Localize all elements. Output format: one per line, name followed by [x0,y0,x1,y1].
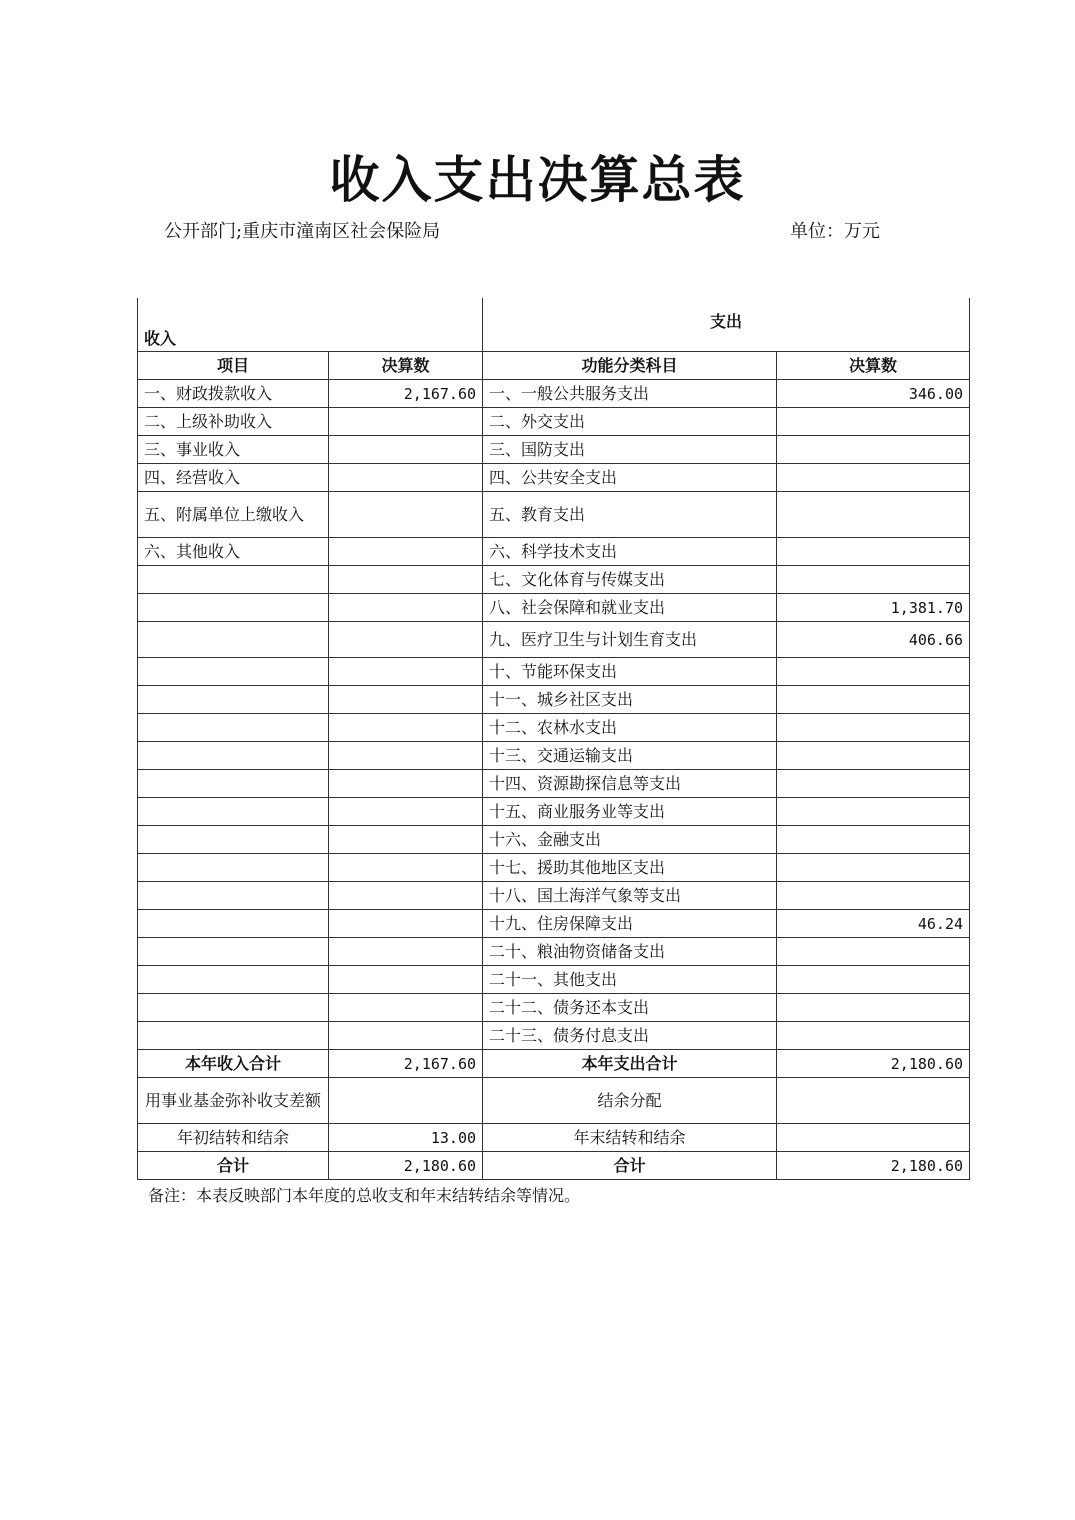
expense-item-cell: 九、医疗卫生与计划生育支出 [483,622,777,658]
table-row [138,798,970,826]
expense-value-cell: 46.24 [777,910,970,938]
expense-item-cell: 十八、国土海洋气象等支出 [483,882,777,910]
expense-value-cell: 406.66 [777,622,970,658]
income-label-cell: 用事业基金弥补收支差额 [138,1078,329,1124]
income-item-cell: 五、附属单位上缴收入 [138,492,329,538]
expense-value-cell [777,658,970,686]
table-row [138,538,970,566]
table-row [138,492,970,538]
page-title: 收入支出决算总表 [329,151,746,209]
income-item-cell [138,826,329,854]
income-value-cell [329,566,483,594]
income-value-cell [329,436,483,464]
income-item-cell: 一、财政拨款收入 [138,380,329,408]
income-value-cell [329,770,483,798]
income-value-cell [329,492,483,538]
expense-item-cell: 二十三、债务付息支出 [483,1022,777,1050]
expense-label-cell: 本年支出合计 [483,1050,777,1078]
table-row [138,1022,970,1050]
expense-item-cell: 十四、资源勘探信息等支出 [483,770,777,798]
income-value-cell [329,826,483,854]
table-row [138,994,970,1022]
table-row [138,742,970,770]
expense-item-cell: 十三、交通运输支出 [483,742,777,770]
income-item-cell [138,594,329,622]
expense-item-cell: 二十、粮油物资储备支出 [483,938,777,966]
unit-label: 单位：万元 [790,221,880,242]
income-value-cell: 2,180.60 [329,1152,483,1180]
income-label-cell: 年初结转和结余 [138,1124,329,1152]
income-expense-table [137,298,970,1180]
expense-value-cell [777,1022,970,1050]
column-header-row [138,352,970,380]
expense-item-cell: 十二、农林水支出 [483,714,777,742]
income-item-cell [138,770,329,798]
table-row [138,854,970,882]
expense-value-cell [777,464,970,492]
expense-item-cell: 二、外交支出 [483,408,777,436]
expense-section-label: 支出 [483,298,970,352]
expense-value-cell [777,1078,970,1124]
expense-item-cell: 十九、住房保障支出 [483,910,777,938]
income-item-cell: 三、事业收入 [138,436,329,464]
income-value-cell: 13.00 [329,1124,483,1152]
fund-balance-row [138,1078,970,1124]
income-value-cell [329,1022,483,1050]
expense-item-cell: 四、公共安全支出 [483,464,777,492]
expense-label-cell: 合计 [483,1152,777,1180]
income-value-cell: 2,167.60 [329,380,483,408]
header-income-item: 项目 [138,352,329,380]
income-value-cell [329,938,483,966]
expense-value-cell [777,686,970,714]
income-item-cell [138,938,329,966]
table-row [138,882,970,910]
income-value-cell [329,882,483,910]
expense-item-cell: 十六、金融支出 [483,826,777,854]
income-value-cell [329,594,483,622]
grand-total-row [138,1152,970,1180]
expense-value-cell: 2,180.60 [777,1152,970,1180]
expense-value-cell [777,770,970,798]
table-row [138,826,970,854]
header-expense-value: 决算数 [777,352,970,380]
expense-value-cell [777,938,970,966]
expense-item-cell: 五、教育支出 [483,492,777,538]
income-item-cell [138,966,329,994]
income-label-cell: 合计 [138,1152,329,1180]
income-value-cell [329,464,483,492]
income-value-cell [329,1078,483,1124]
table-row [138,566,970,594]
income-value-cell [329,798,483,826]
income-value-cell: 2,167.60 [329,1050,483,1078]
expense-item-cell: 二十二、债务还本支出 [483,994,777,1022]
income-value-cell [329,742,483,770]
income-value-cell [329,658,483,686]
expense-item-cell: 十一、城乡社区支出 [483,686,777,714]
expense-value-cell [777,436,970,464]
expense-item-cell: 十、节能环保支出 [483,658,777,686]
expense-item-cell: 十五、商业服务业等支出 [483,798,777,826]
income-value-cell [329,686,483,714]
income-section-label: 收入 [138,298,483,352]
income-value-cell [329,994,483,1022]
header-expense-item: 功能分类科目 [483,352,777,380]
income-label-cell: 本年收入合计 [138,1050,329,1078]
expense-value-cell: 1,381.70 [777,594,970,622]
income-item-cell [138,742,329,770]
expense-item-cell: 七、文化体育与传媒支出 [483,566,777,594]
income-value-cell [329,854,483,882]
expense-value-cell [777,408,970,436]
expense-value-cell [777,882,970,910]
expense-item-cell: 二十一、其他支出 [483,966,777,994]
income-value-cell [329,910,483,938]
table-row [138,910,970,938]
expense-label-cell: 年末结转和结余 [483,1124,777,1152]
income-item-cell: 四、经营收入 [138,464,329,492]
table-row [138,464,970,492]
carryover-row [138,1124,970,1152]
income-value-cell [329,622,483,658]
table-row [138,714,970,742]
income-value-cell [329,408,483,436]
expense-value-cell [777,1124,970,1152]
expense-value-cell [777,742,970,770]
expense-item-cell: 十七、援助其他地区支出 [483,854,777,882]
table-row [138,594,970,622]
year-total-row [138,1050,970,1078]
expense-value-cell [777,714,970,742]
table-row [138,622,970,658]
expense-value-cell: 346.00 [777,380,970,408]
income-item-cell [138,658,329,686]
income-item-cell [138,882,329,910]
expense-value-cell [777,966,970,994]
table-row [138,658,970,686]
income-item-cell [138,686,329,714]
table-row [138,770,970,798]
table-note: 备注：本表反映部门本年度的总收支和年末结转结余等情况。 [148,1186,581,1205]
income-item-cell [138,854,329,882]
section-header-row [138,298,970,352]
income-item-cell [138,1022,329,1050]
expense-value-cell [777,854,970,882]
expense-item-cell: 三、国防支出 [483,436,777,464]
table-row [138,938,970,966]
income-value-cell [329,714,483,742]
table-row [138,408,970,436]
income-item-cell [138,910,329,938]
expense-value-cell [777,994,970,1022]
income-item-cell [138,566,329,594]
header-income-value: 决算数 [329,352,483,380]
expense-item-cell: 八、社会保障和就业支出 [483,594,777,622]
income-item-cell [138,622,329,658]
expense-value-cell [777,798,970,826]
expense-value-cell [777,538,970,566]
income-item-cell [138,994,329,1022]
income-item-cell: 六、其他收入 [138,538,329,566]
expense-label-cell: 结余分配 [483,1078,777,1124]
income-item-cell [138,798,329,826]
table-row [138,380,970,408]
table-row [138,966,970,994]
income-value-cell [329,966,483,994]
expense-item-cell: 一、一般公共服务支出 [483,380,777,408]
income-item-cell [138,714,329,742]
expense-value-cell [777,566,970,594]
expense-item-cell: 六、科学技术支出 [483,538,777,566]
table-row [138,686,970,714]
expense-value-cell [777,826,970,854]
expense-value-cell: 2,180.60 [777,1050,970,1078]
income-value-cell [329,538,483,566]
expense-value-cell [777,492,970,538]
department-label: 公开部门;重庆市潼南区社会保险局 [164,221,441,242]
income-item-cell: 二、上级补助收入 [138,408,329,436]
table-row [138,436,970,464]
